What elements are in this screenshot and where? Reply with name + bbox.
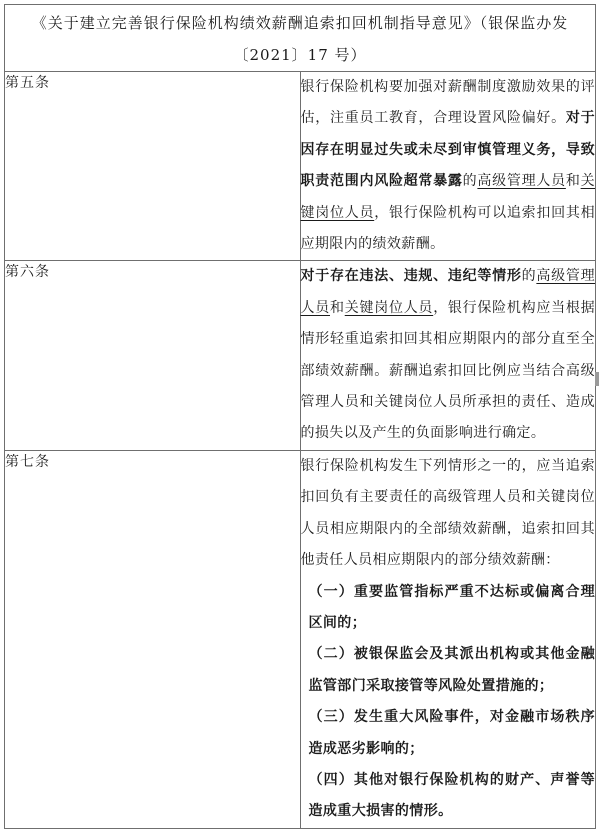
title-row — [5, 5, 596, 72]
article-text: 和 — [565, 173, 581, 190]
article-body — [300, 261, 596, 450]
bold-text: 对于因存在明显过失或未尽到审慎管理义务，导致职责范围内风险超常暴露 — [300, 110, 595, 190]
underlined-text: 关键岗位人员 — [300, 173, 596, 221]
article-text: ，银行保险机构可以追索扣回其相应期限内的绩效薪酬。 — [300, 204, 596, 253]
underlined-text: 高级管理人员 — [300, 268, 595, 316]
table-row — [5, 261, 596, 450]
table-row — [5, 72, 596, 261]
document-title — [5, 7, 595, 71]
title-line-1: 《关于建立完善银行保险机构绩效薪酬追索扣回机制指导意见》（银保监办发 — [31, 14, 569, 32]
table-row — [5, 450, 596, 828]
article-text: ，银行保险机构应当根据情形轻重追索扣回其相应期限内的部分直至全部绩效薪酬。薪酬追索扣回比例应当结合高级管理人员和关键岗位人员所承担的责任、造成的损失以及产生的负面影响进行确定。 — [300, 299, 595, 442]
article-label: 第六条 — [5, 261, 301, 450]
article-body — [300, 450, 596, 828]
bold-text: 对于存在违法、违规、违纪等情形 — [300, 268, 522, 285]
list-item: （四）其他对银行保险机构的财产、声誉等造成重大损害的情形。 — [308, 771, 595, 820]
title-cell — [5, 5, 596, 72]
underlined-text: 高级管理人员 — [477, 173, 566, 190]
list-item: （二）被银保监会及其派出机构或其他金融监管部门采取接管等风险处置措施的； — [308, 646, 595, 694]
article-paragraph: 银行保险机构发生下列情形之一的，应当追索扣回负有主要责任的高级管理人员和关键岗位人员相应期限内的全部绩效薪酬，追索扣回其他责任人员相应期限内的部分绩效薪酬： — [300, 457, 595, 569]
underlined-text: 关键岗位人员 — [344, 299, 434, 316]
list-item: （一）重要监管指标严重不达标或偏离合理区间的； — [308, 583, 595, 631]
article-body — [300, 72, 596, 261]
article-text: 和 — [329, 299, 345, 316]
article-label: 第七条 — [5, 450, 301, 828]
regulation-table — [4, 4, 596, 829]
title-line-2: 〔2021〕17 号） — [233, 46, 367, 64]
article-text: 银行保险机构要加强对薪酬制度激励效果的评估，注重员工教育，合理设置风险偏好。 — [300, 79, 595, 127]
article-paragraph — [301, 72, 596, 260]
list-item: （三）发生重大风险事件，对金融市场秩序造成恶劣影响的； — [308, 709, 595, 757]
article-text: 的 — [521, 268, 537, 285]
article-text: 的 — [462, 173, 478, 190]
article-paragraph — [301, 261, 596, 449]
scroll-marker — [595, 372, 599, 386]
article-label: 第五条 — [5, 72, 301, 261]
